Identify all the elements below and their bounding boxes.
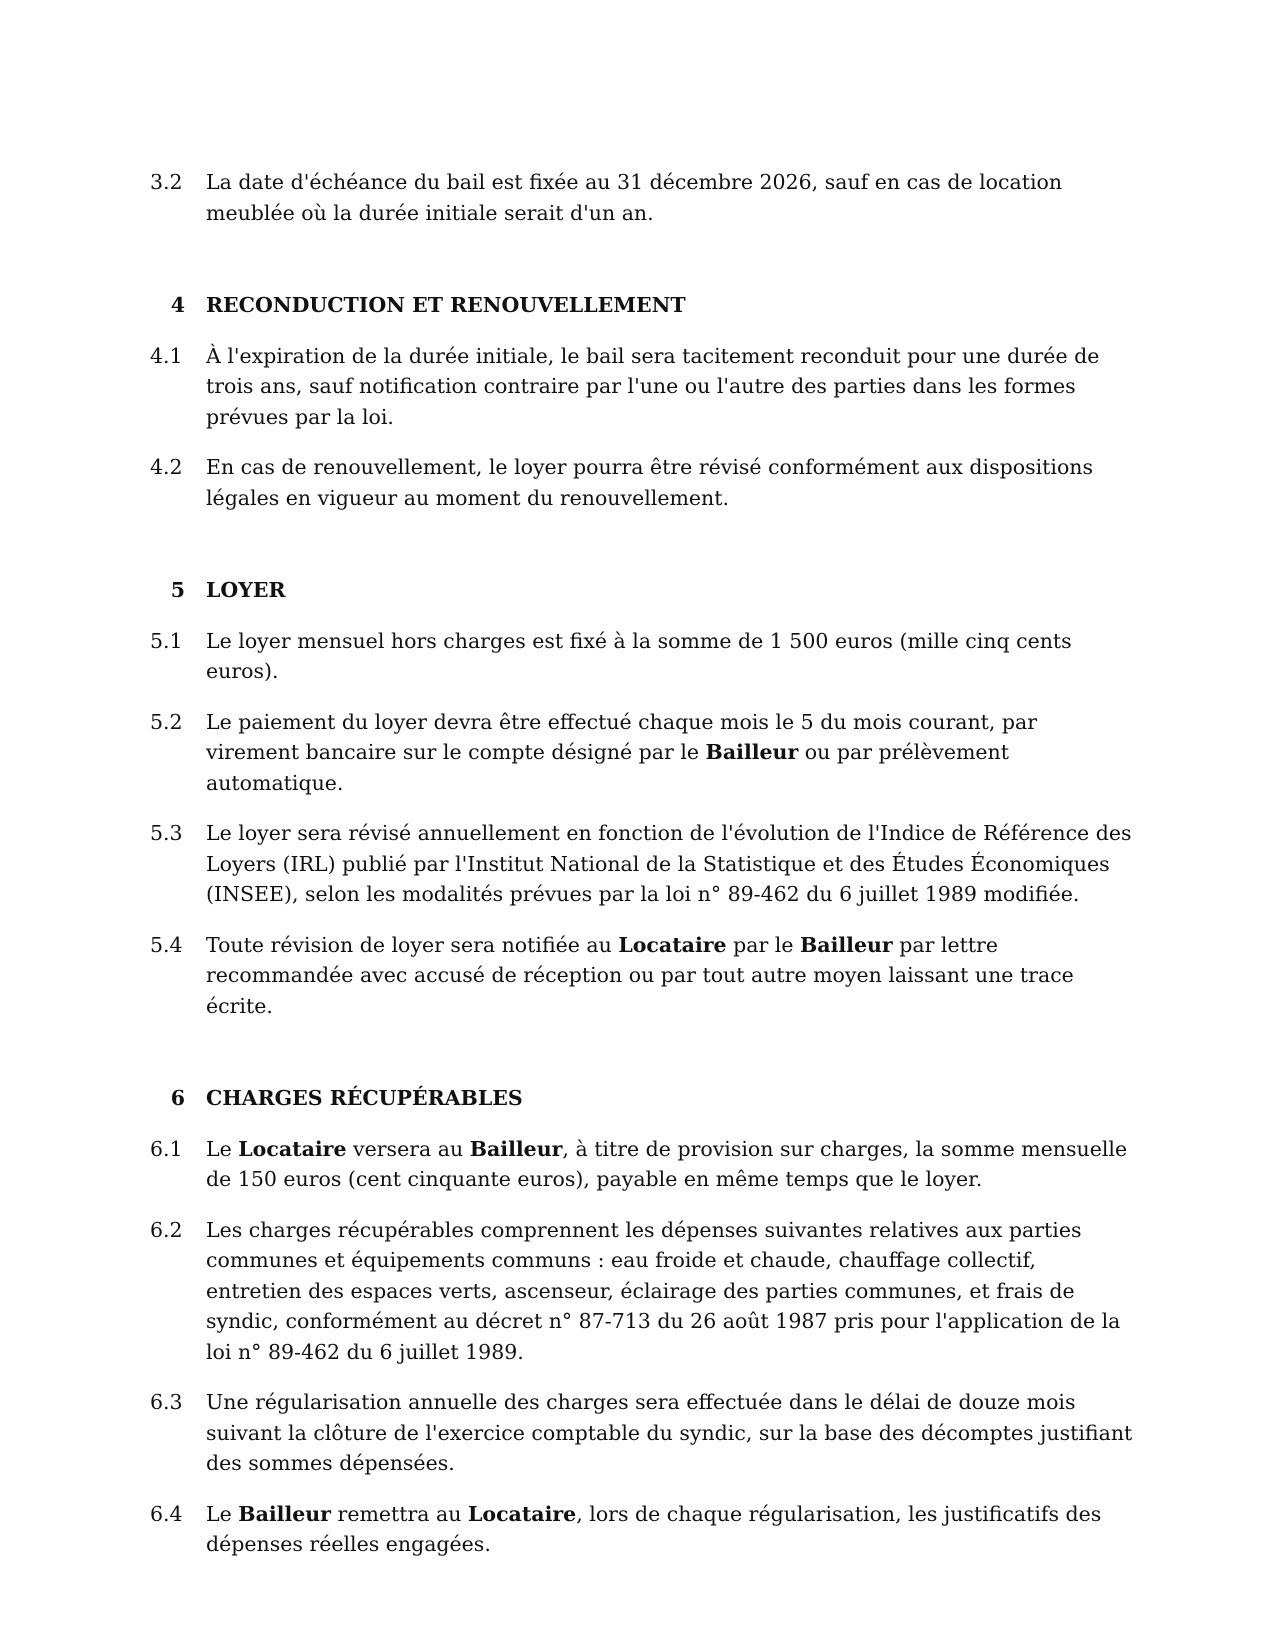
party-locataire: Locataire bbox=[467, 1501, 577, 1526]
clause-text bbox=[206, 930, 1135, 1022]
text-run: versera au bbox=[346, 1136, 470, 1161]
section-heading-5 bbox=[150, 575, 1135, 606]
text-run: remettra au bbox=[331, 1501, 468, 1526]
clause-6-4 bbox=[150, 1499, 1135, 1560]
text-run: Le paiement du loyer devra être effectué chaque mois le 5 du mois courant, par virement bancaire sur le compte désigné par le bbox=[206, 709, 1038, 764]
clause-4-2 bbox=[150, 452, 1135, 513]
text-run: par le bbox=[726, 932, 800, 957]
clause-number: 6.1 bbox=[150, 1136, 183, 1161]
text-run: Le bbox=[206, 1136, 239, 1161]
party-bailleur: Bailleur bbox=[705, 740, 799, 764]
clause-number: 6.3 bbox=[150, 1390, 183, 1414]
section-heading-4 bbox=[150, 290, 1135, 321]
clause-text: À l'expiration de la durée initiale, le bail sera tacitement reconduit pour une durée de trois ans, sauf notification contraire par l'une ou l'autre des parties dans les formes prévues par la loi. bbox=[206, 343, 1100, 429]
text-run: , lors de chaque régularisation, les justificatifs des dépenses réelles engagées. bbox=[206, 1501, 1102, 1556]
section-title: LOYER bbox=[206, 578, 286, 602]
clause-4-1 bbox=[150, 341, 1135, 433]
text-run: Toute révision de loyer sera notifiée au bbox=[206, 932, 619, 957]
document-body bbox=[150, 167, 1135, 1580]
clause-number: 5.2 bbox=[150, 709, 183, 734]
clause-number: 4.2 bbox=[150, 455, 183, 479]
clause-number: 5.3 bbox=[150, 821, 183, 845]
text-run: Le bbox=[206, 1501, 239, 1526]
clause-6-1 bbox=[150, 1134, 1135, 1195]
clause-number: 6.2 bbox=[150, 1217, 183, 1242]
text-run: par lettre recommandée avec accusé de réception ou par tout autre moyen laissant une trace écrite. bbox=[206, 932, 1074, 1018]
text-run: , à titre de provision sur charges, la somme mensuelle de 150 euros (cent cinquante euros), payable en même temps que le loyer. bbox=[206, 1136, 1128, 1191]
section-number: 4 bbox=[170, 293, 185, 317]
party-locataire: Locataire bbox=[618, 932, 727, 957]
party-bailleur: Bailleur bbox=[469, 1136, 563, 1161]
clause-text: En cas de renouvellement, le loyer pourra être révisé conformément aux dispositions légales en vigueur au moment du renouvellement. bbox=[206, 455, 1094, 510]
party-bailleur: Bailleur bbox=[799, 932, 893, 957]
clause-number: 4.1 bbox=[150, 343, 183, 368]
clause-number: 5.4 bbox=[150, 932, 183, 957]
text-run: ou par prélèvement automatique. bbox=[206, 740, 1009, 795]
section-title: CHARGES RÉCUPÉRABLES bbox=[206, 1086, 523, 1110]
clause-5-2 bbox=[150, 707, 1135, 799]
clause-5-4 bbox=[150, 930, 1135, 1022]
clause-number: 6.4 bbox=[150, 1501, 183, 1526]
clause-number: 5.1 bbox=[150, 628, 183, 653]
clause-text: Les charges récupérables comprennent les dépenses suivantes relatives aux parties communes et équipements communs : eau froide et chaude, chauffage collectif, entretien des espaces verts, ascenseur, éclairage des parties communes, et frais de syndic, conformément au décret n° 87-713 du 26 août 1987 pris pour l'application de la loi n° 89-462 du 6 juillet 1989. bbox=[206, 1217, 1121, 1364]
clause-6-2 bbox=[150, 1215, 1135, 1368]
clause-text: Le loyer sera révisé annuellement en fonction de l'évolution de l'Indice de Référence des Loyers (IRL) publié par l'Institut National de la Statistique et des Études Économiques (INSEE), selon les modalités prévues par la loi n° 89-462 du 6 juillet 1989 modifiée. bbox=[206, 821, 1132, 906]
clause-number: 3.2 bbox=[150, 170, 183, 194]
clause-text bbox=[206, 1499, 1135, 1560]
clause-5-1 bbox=[150, 626, 1135, 687]
clause-text: Une régularisation annuelle des charges sera effectuée dans le délai de douze mois suivant la clôture de l'exercice comptable du syndic, sur la base des décomptes justifiant des sommes dépensées. bbox=[206, 1390, 1133, 1475]
section-title: RECONDUCTION ET RENOUVELLEMENT bbox=[206, 293, 686, 317]
clause-6-3 bbox=[150, 1387, 1135, 1479]
section-number: 5 bbox=[170, 578, 185, 602]
party-bailleur: Bailleur bbox=[238, 1501, 331, 1526]
party-locataire: Locataire bbox=[238, 1136, 347, 1161]
clause-5-3 bbox=[150, 818, 1135, 910]
section-number: 6 bbox=[170, 1086, 185, 1110]
clause-text: Le loyer mensuel hors charges est fixé à la somme de 1 500 euros (mille cinq cents euros). bbox=[206, 628, 1072, 683]
clause-text bbox=[206, 707, 1135, 799]
section-heading-6 bbox=[150, 1083, 1135, 1114]
clause-text: La date d'échéance du bail est fixée au 31 décembre 2026, sauf en cas de location meublée où la durée initiale serait d'un an. bbox=[206, 170, 1063, 225]
clause-3-2 bbox=[150, 167, 1135, 228]
clause-text bbox=[206, 1134, 1135, 1195]
